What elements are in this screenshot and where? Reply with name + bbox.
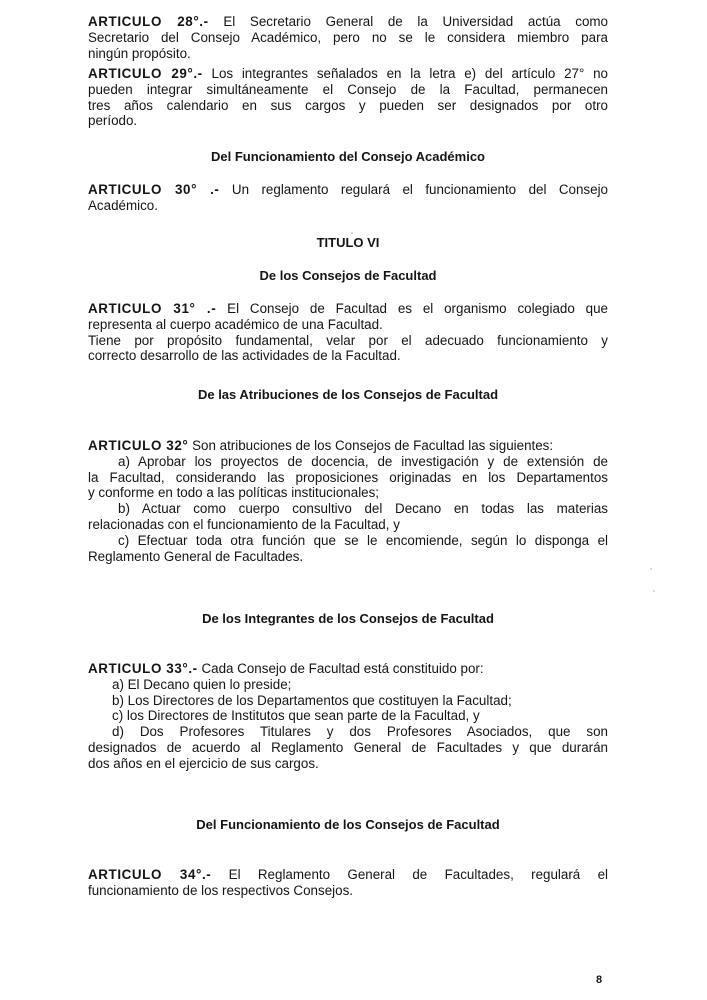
article-29-line-2: pueden integrar simultáneamente el Consejo de la Facultad, permanecen bbox=[88, 81, 608, 97]
article-28-line-2: Secretario del Consejo Académico, pero no se le considera miembro para bbox=[88, 29, 608, 45]
article-32-item-b: b) Actuar como cuerpo consultivo del Decano en todas las materias bbox=[118, 501, 608, 517]
article-31-line-3: Tiene por propósito fundamental, velar por el adecuado funcionamiento y bbox=[88, 332, 608, 348]
article-32-line-4: y conforme en todo a las políticas institucionales; bbox=[88, 485, 380, 501]
scan-speck bbox=[653, 590, 655, 592]
article-33-item-b: b) Los Directores de los Departamentos que costituyen la Facultad; bbox=[112, 692, 512, 708]
article-32-line-3: la Facultad, considerando las proposiciones originadas en los Departamentos bbox=[88, 469, 608, 485]
article-29-line-3: tres años calendario en sus cargos y pueden ser designados por otro bbox=[88, 97, 608, 113]
article-31-line-2: representa al cuerpo académico de una Facultad. bbox=[88, 316, 383, 332]
article-33-text-1: Cada Consejo de Facultad está constituido por: bbox=[197, 661, 484, 676]
article-29-line-1 bbox=[88, 66, 608, 82]
article-31 bbox=[88, 301, 608, 364]
article-33-line-7: dos años en el ejercicio de sus cargos. bbox=[88, 755, 319, 771]
article-32-line-6: relacionadas con el funcionamiento de la Facultad, y bbox=[88, 516, 400, 532]
titulo-vi: TITULO VI bbox=[316, 235, 380, 250]
article-33-item-c: c) los Directores de Institutos que sean parte de la Facultad, y bbox=[112, 708, 480, 724]
article-31-label: ARTICULO 31° .- bbox=[88, 301, 217, 316]
page-number: 8 bbox=[596, 974, 603, 986]
article-28-text-1: El Secretario General de la Universidad actúa como bbox=[208, 14, 608, 29]
heading-funcionamiento-consejo-academico: Del Funcionamiento del Consejo Académico bbox=[210, 149, 485, 164]
heading-atribuciones: De las Atribuciones de los Consejos de Facultad bbox=[197, 387, 499, 402]
article-28-label: ARTICULO 28°.- bbox=[88, 14, 209, 29]
article-29-line-4: período. bbox=[88, 113, 138, 129]
article-33-line-6: designados de acuerdo al Reglamento General de Facultades y que durarán bbox=[88, 739, 608, 755]
article-33-label: ARTICULO 33°.- bbox=[88, 661, 198, 676]
article-31-line-4: correcto desarrollo de las actividades de la Facultad. bbox=[88, 348, 401, 364]
article-32 bbox=[88, 438, 608, 564]
article-32-line-1 bbox=[88, 438, 608, 454]
article-32-line-8: Reglamento General de Facultades. bbox=[88, 548, 304, 564]
article-28-line-1 bbox=[88, 14, 608, 30]
article-31-text-1: El Consejo de Facultad es el organismo colegiado que bbox=[216, 301, 609, 316]
article-31-line-1 bbox=[88, 301, 608, 317]
article-34-line-1 bbox=[88, 867, 608, 883]
article-33 bbox=[88, 661, 608, 772]
article-34-line-2: funcionamiento de los respectivos Consejos. bbox=[88, 882, 353, 898]
heading-integrantes: De los Integrantes de los Consejos de Facultad bbox=[202, 611, 494, 626]
article-32-item-a: a) Aprobar los proyectos de docencia, de investigación y de extensión de bbox=[118, 453, 608, 469]
article-29-text-1: Los integrantes señalados en la letra e) del artículo 27° no bbox=[202, 66, 608, 81]
scan-speck bbox=[650, 568, 652, 570]
article-33-item-d: d) Dos Profesores Titulares y dos Profesores Asociados, que son bbox=[112, 724, 608, 740]
article-32-text-1: Son atribuciones de los Consejos de Facultad las siguientes: bbox=[188, 438, 554, 453]
article-30-line-2: Académico. bbox=[88, 197, 158, 213]
article-28 bbox=[88, 14, 608, 61]
article-30-line-1 bbox=[88, 182, 608, 198]
article-29-label: ARTICULO 29°.- bbox=[88, 66, 203, 81]
scan-speck bbox=[351, 232, 353, 234]
heading-funcionamiento-consejos-facultad: Del Funcionamiento de los Consejos de Facultad bbox=[196, 817, 500, 832]
heading-consejos-facultad: De los Consejos de Facultad bbox=[259, 268, 437, 283]
article-34 bbox=[88, 867, 608, 899]
article-34-text-1: El Reglamento General de Facultades, regulará el bbox=[211, 867, 608, 882]
article-32-item-c: c) Efectuar toda otra función que se le encomiende, según lo disponga el bbox=[118, 532, 608, 548]
article-29 bbox=[88, 66, 608, 129]
article-28-line-3: ningún propósito. bbox=[88, 45, 191, 61]
article-30 bbox=[88, 182, 608, 214]
article-34-label: ARTICULO 34°.- bbox=[88, 867, 212, 882]
article-30-text-1: Un reglamento regulará el funcionamiento del Consejo bbox=[219, 182, 609, 197]
article-33-line-1 bbox=[88, 661, 608, 677]
article-32-label: ARTICULO 32° bbox=[88, 438, 189, 453]
article-33-item-a: a) El Decano quien lo preside; bbox=[112, 676, 292, 692]
article-30-label: ARTICULO 30° .- bbox=[88, 182, 220, 197]
